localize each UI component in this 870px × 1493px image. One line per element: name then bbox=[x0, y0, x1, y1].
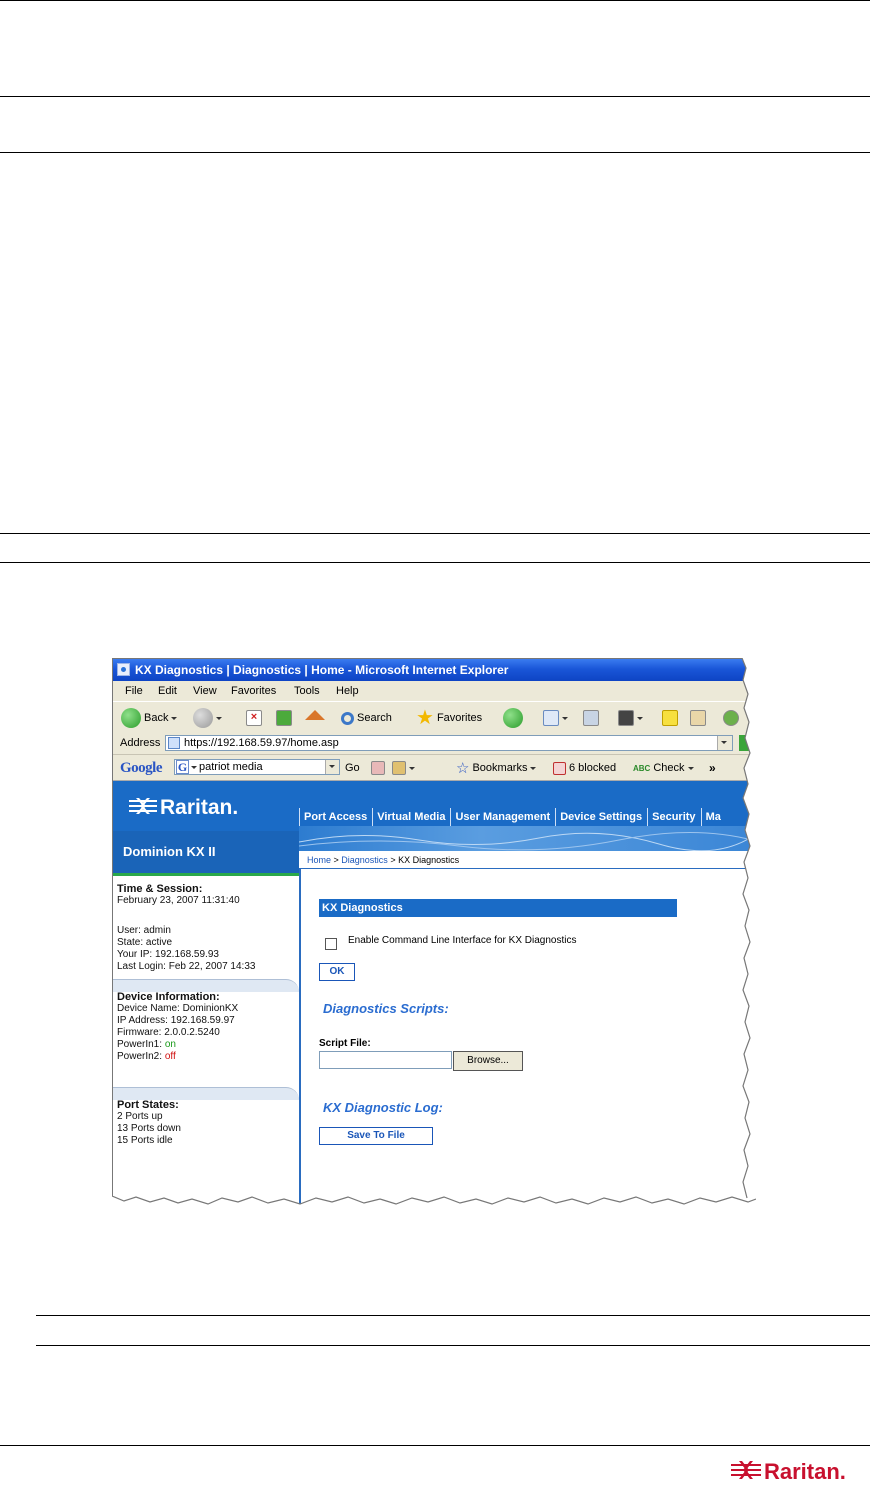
breadcrumb-home[interactable]: Home bbox=[307, 855, 332, 865]
browse-button[interactable]: Browse... bbox=[453, 1051, 523, 1071]
back-label: Back bbox=[144, 712, 169, 724]
page-icon bbox=[168, 737, 180, 749]
device-ip: IP Address: 192.168.59.97 bbox=[117, 1015, 235, 1026]
session-datetime: February 23, 2007 11:31:40 bbox=[117, 895, 240, 906]
stop-icon: × bbox=[246, 710, 262, 726]
menu-edit[interactable]: Edit bbox=[158, 685, 177, 697]
session-panel bbox=[113, 883, 299, 973]
kx-web-interface bbox=[113, 781, 753, 1204]
header-rule-top bbox=[0, 0, 870, 1]
address-bar bbox=[113, 733, 753, 755]
chevron-down-icon bbox=[562, 717, 568, 720]
ports-panel bbox=[113, 1099, 299, 1147]
google-tools[interactable] bbox=[371, 760, 415, 776]
enable-cli-label: Enable Command Line Interface for KX Diagnostics bbox=[348, 935, 577, 946]
address-label: Address bbox=[120, 737, 161, 749]
breadcrumb bbox=[301, 851, 753, 869]
device-panel bbox=[113, 991, 299, 1063]
power2-label: PowerIn2: bbox=[117, 1051, 165, 1062]
header-rule-2 bbox=[0, 152, 870, 153]
svg-text:Raritan.: Raritan. bbox=[160, 796, 239, 818]
menu-help[interactable]: Help bbox=[336, 685, 359, 697]
nav-user-management[interactable]: User Management bbox=[450, 808, 555, 826]
google-toolbar bbox=[113, 755, 753, 781]
chevron-down-icon bbox=[409, 767, 415, 770]
menu-favorites[interactable]: Favorites bbox=[231, 685, 277, 697]
svg-text:Raritan.: Raritan. bbox=[764, 1459, 846, 1484]
forward-button[interactable] bbox=[193, 708, 222, 728]
check-label: Check bbox=[653, 762, 685, 774]
session-ip: Your IP: 192.168.59.93 bbox=[117, 949, 219, 960]
print-icon bbox=[583, 710, 599, 726]
edit-icon bbox=[618, 710, 634, 726]
script-file-label: Script File: bbox=[319, 1038, 371, 1049]
left-status-panel bbox=[113, 876, 299, 1204]
home-icon bbox=[305, 710, 325, 720]
mail-icon bbox=[543, 710, 559, 726]
breadcrumb-diagnostics[interactable]: Diagnostics bbox=[341, 855, 388, 865]
power2-status: off bbox=[164, 1051, 176, 1062]
chevron-down-icon bbox=[637, 717, 643, 720]
pagerank-icon bbox=[371, 761, 385, 775]
breadcrumb-current: > KX Diagnostics bbox=[387, 855, 460, 865]
note-rule-2 bbox=[36, 1345, 870, 1346]
stop-button[interactable] bbox=[246, 708, 262, 728]
google-logo-text: Google bbox=[120, 759, 162, 776]
torn-edge-bottom bbox=[112, 1196, 756, 1210]
header-rule-1 bbox=[0, 96, 870, 97]
refresh-button[interactable] bbox=[276, 708, 292, 728]
footer-rule bbox=[0, 1445, 870, 1446]
address-dropdown[interactable] bbox=[717, 736, 732, 750]
blocked-label: 6 blocked bbox=[569, 762, 617, 774]
script-file-input[interactable] bbox=[319, 1051, 452, 1069]
popup-blocker[interactable] bbox=[553, 760, 616, 776]
session-state: State: active bbox=[117, 937, 173, 948]
history-button[interactable] bbox=[503, 708, 523, 728]
torn-edge-right bbox=[742, 658, 756, 1208]
google-go-button[interactable] bbox=[345, 760, 360, 776]
favorites-button[interactable] bbox=[416, 708, 482, 728]
star-outline-icon: ☆ bbox=[456, 760, 470, 777]
history-icon bbox=[503, 708, 523, 728]
ports-up: 2 Ports up bbox=[117, 1111, 163, 1122]
menu-bar bbox=[113, 681, 753, 701]
session-last-login: Last Login: Feb 22, 2007 14:33 bbox=[117, 961, 256, 972]
scripts-heading: Diagnostics Scripts: bbox=[323, 1001, 449, 1016]
discuss-button[interactable] bbox=[662, 708, 678, 728]
power1-status: on bbox=[164, 1039, 176, 1050]
news-icon bbox=[392, 761, 406, 775]
search-label: Search bbox=[357, 712, 392, 724]
bookmarks-label: Bookmarks bbox=[472, 762, 528, 774]
breadcrumb-sep: > bbox=[331, 855, 342, 865]
ok-button[interactable]: OK bbox=[319, 963, 355, 981]
ports-idle: 15 Ports idle bbox=[117, 1135, 173, 1146]
spellcheck-icon: ABC bbox=[633, 763, 651, 773]
save-to-file-button[interactable]: Save To File bbox=[319, 1127, 433, 1145]
back-button[interactable] bbox=[121, 708, 177, 728]
home-button[interactable] bbox=[305, 708, 325, 728]
messenger-button[interactable] bbox=[723, 708, 739, 728]
address-url: https://192.168.59.97/home.asp bbox=[184, 737, 339, 749]
screenshot-figure bbox=[112, 658, 753, 1204]
nav-maintenance[interactable]: Ma bbox=[701, 808, 726, 826]
messenger-icon bbox=[723, 710, 739, 726]
chevron-down-icon bbox=[688, 767, 694, 770]
print-button[interactable] bbox=[583, 708, 599, 728]
nav-port-access[interactable]: Port Access bbox=[299, 808, 372, 826]
nav-security[interactable]: Security bbox=[647, 808, 700, 826]
mail-button[interactable] bbox=[543, 708, 568, 728]
search-icon bbox=[341, 712, 354, 725]
star-icon: ★ bbox=[416, 707, 434, 729]
device-heading: Device Information: bbox=[117, 991, 220, 1003]
menu-file[interactable]: File bbox=[125, 685, 143, 697]
forward-arrow-icon bbox=[193, 708, 213, 728]
log-heading: KX Diagnostic Log: bbox=[323, 1100, 443, 1115]
kx-diagnostics-header bbox=[319, 899, 677, 917]
power1-row bbox=[113, 1039, 299, 1051]
google-search-value: patriot media bbox=[199, 761, 263, 773]
nav-virtual-media[interactable]: Virtual Media bbox=[372, 808, 450, 826]
top-nav bbox=[299, 808, 753, 826]
google-go-label: Go bbox=[345, 762, 360, 774]
kx-diagnostics-title: KX Diagnostics bbox=[322, 902, 403, 914]
toolbar-more[interactable] bbox=[709, 760, 716, 776]
search-button[interactable] bbox=[341, 708, 392, 728]
note-icon bbox=[662, 710, 678, 726]
main-content bbox=[301, 869, 753, 1204]
section-rule-1 bbox=[0, 533, 870, 534]
chevron-down-icon bbox=[171, 717, 177, 720]
window-titlebar bbox=[113, 659, 753, 681]
back-arrow-icon bbox=[121, 708, 141, 728]
ports-heading: Port States: bbox=[117, 1099, 179, 1111]
product-name-banner bbox=[113, 831, 299, 876]
standard-toolbar bbox=[113, 701, 753, 735]
power2-row bbox=[113, 1051, 299, 1063]
product-name: Dominion KX II bbox=[123, 844, 216, 859]
menu-view[interactable]: View bbox=[193, 685, 217, 697]
nav-device-settings[interactable]: Device Settings bbox=[555, 808, 647, 826]
chevron-down-icon bbox=[530, 767, 536, 770]
wave-graphic bbox=[299, 826, 753, 851]
device-name: Device Name: DominionKX bbox=[117, 1003, 239, 1014]
window-title: KX Diagnostics | Diagnostics | Home - Microsoft Internet Explorer bbox=[135, 663, 509, 677]
chevron-right-double-icon: » bbox=[709, 761, 716, 775]
footer-raritan-logo bbox=[729, 1456, 864, 1484]
address-input[interactable] bbox=[165, 735, 733, 751]
ports-down: 13 Ports down bbox=[117, 1123, 181, 1134]
decorative-banner bbox=[299, 826, 753, 851]
google-search-dropdown[interactable] bbox=[325, 760, 339, 774]
menu-tools[interactable]: Tools bbox=[294, 685, 320, 697]
blocked-icon bbox=[553, 762, 566, 775]
chevron-down-icon bbox=[216, 717, 222, 720]
session-user: User: admin bbox=[117, 925, 171, 936]
bookmarks-button[interactable] bbox=[456, 760, 536, 776]
power1-label: PowerIn1: bbox=[117, 1039, 165, 1050]
refresh-icon bbox=[276, 710, 292, 726]
google-logo[interactable] bbox=[120, 760, 162, 776]
research-icon bbox=[690, 710, 706, 726]
google-g-icon: G bbox=[177, 760, 188, 774]
ie-page-icon bbox=[117, 663, 130, 676]
research-button[interactable] bbox=[690, 708, 706, 728]
favorites-label: Favorites bbox=[436, 712, 483, 724]
session-heading: Time & Session: bbox=[117, 883, 203, 895]
chevron-down-icon bbox=[329, 765, 335, 768]
spellcheck-button[interactable] bbox=[633, 760, 694, 776]
enable-cli-checkbox[interactable] bbox=[325, 938, 337, 950]
device-firmware: Firmware: 2.0.0.2.5240 bbox=[117, 1027, 220, 1038]
raritan-logo bbox=[127, 794, 262, 818]
chevron-down-icon bbox=[721, 741, 727, 744]
note-rule-1 bbox=[36, 1315, 870, 1316]
google-search-input[interactable] bbox=[174, 759, 340, 775]
edit-button[interactable] bbox=[618, 708, 643, 728]
section-rule-2 bbox=[0, 562, 870, 563]
chevron-down-icon bbox=[191, 766, 197, 769]
